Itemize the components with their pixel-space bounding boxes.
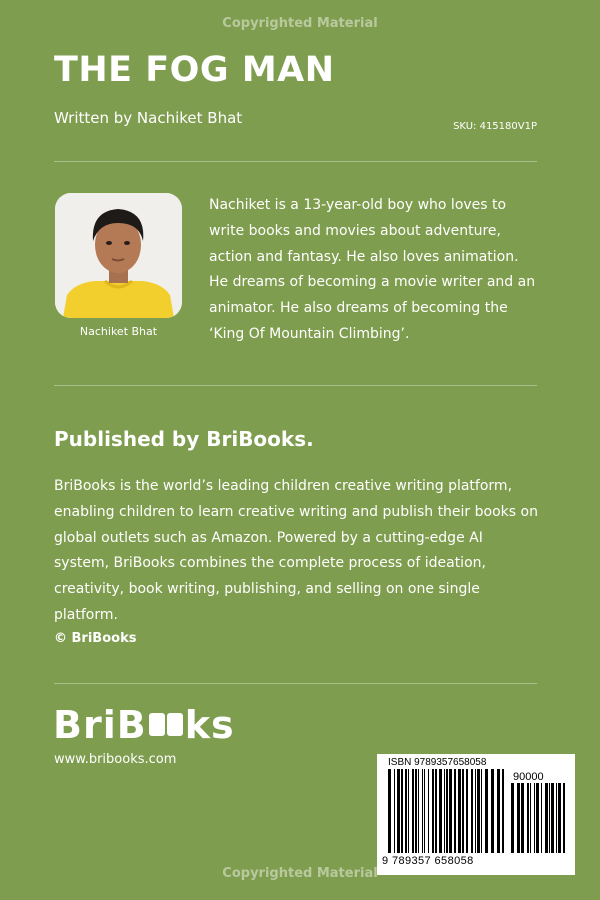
author-byline: Written by Nachiket Bhat [54, 109, 243, 127]
isbn-barcode [377, 754, 575, 875]
barcode-bars [388, 769, 506, 853]
copyright-watermark-top: Copyrighted Material [222, 16, 378, 31]
author-bio: Nachiket is a 13-year-old boy who loves to write books and movies about adventure, action and fantasy. He also loves animation. He dreams of becoming a movie writer and an animator. He also dreams of becoming the ‘King Of Mountain Climbing’. [209, 197, 536, 342]
barcode-digits: 9 789357 658058 [382, 855, 474, 867]
website-url: www.bribooks.com [54, 752, 177, 767]
logo-text-end: ks [184, 703, 235, 747]
publisher-description: BriBooks is the world’s leading children creative writing platform, enabling children to learn creative writing and publish their books on global outlets such as Amazon. Powered by a cutting-edge AI system, BriBooks combines the complete process of ideation, creativity, book writing, publishing, and selling on one single platform. [54, 478, 538, 623]
price-code: 90000 [513, 771, 544, 783]
book-title: THE FOG MAN [54, 50, 335, 90]
addon-barcode-bars [511, 783, 567, 853]
divider [54, 683, 537, 684]
bribooks-logo [53, 703, 235, 747]
photo-caption: Nachiket Bhat [79, 325, 158, 338]
copyright-notice: © BriBooks [54, 631, 137, 646]
author-portrait-image [55, 193, 182, 318]
sku-code: SKU: 415180V1P [453, 121, 537, 132]
author-photo [55, 193, 182, 318]
open-book-icon [148, 703, 184, 747]
divider [54, 161, 537, 162]
divider [54, 385, 537, 386]
publisher-heading: Published by BriBooks. [54, 427, 314, 451]
isbn-label: ISBN 9789357658058 [388, 757, 487, 768]
copyright-watermark-bottom: Copyrighted Material [222, 866, 378, 881]
logo-text-start: BriB [53, 703, 147, 747]
